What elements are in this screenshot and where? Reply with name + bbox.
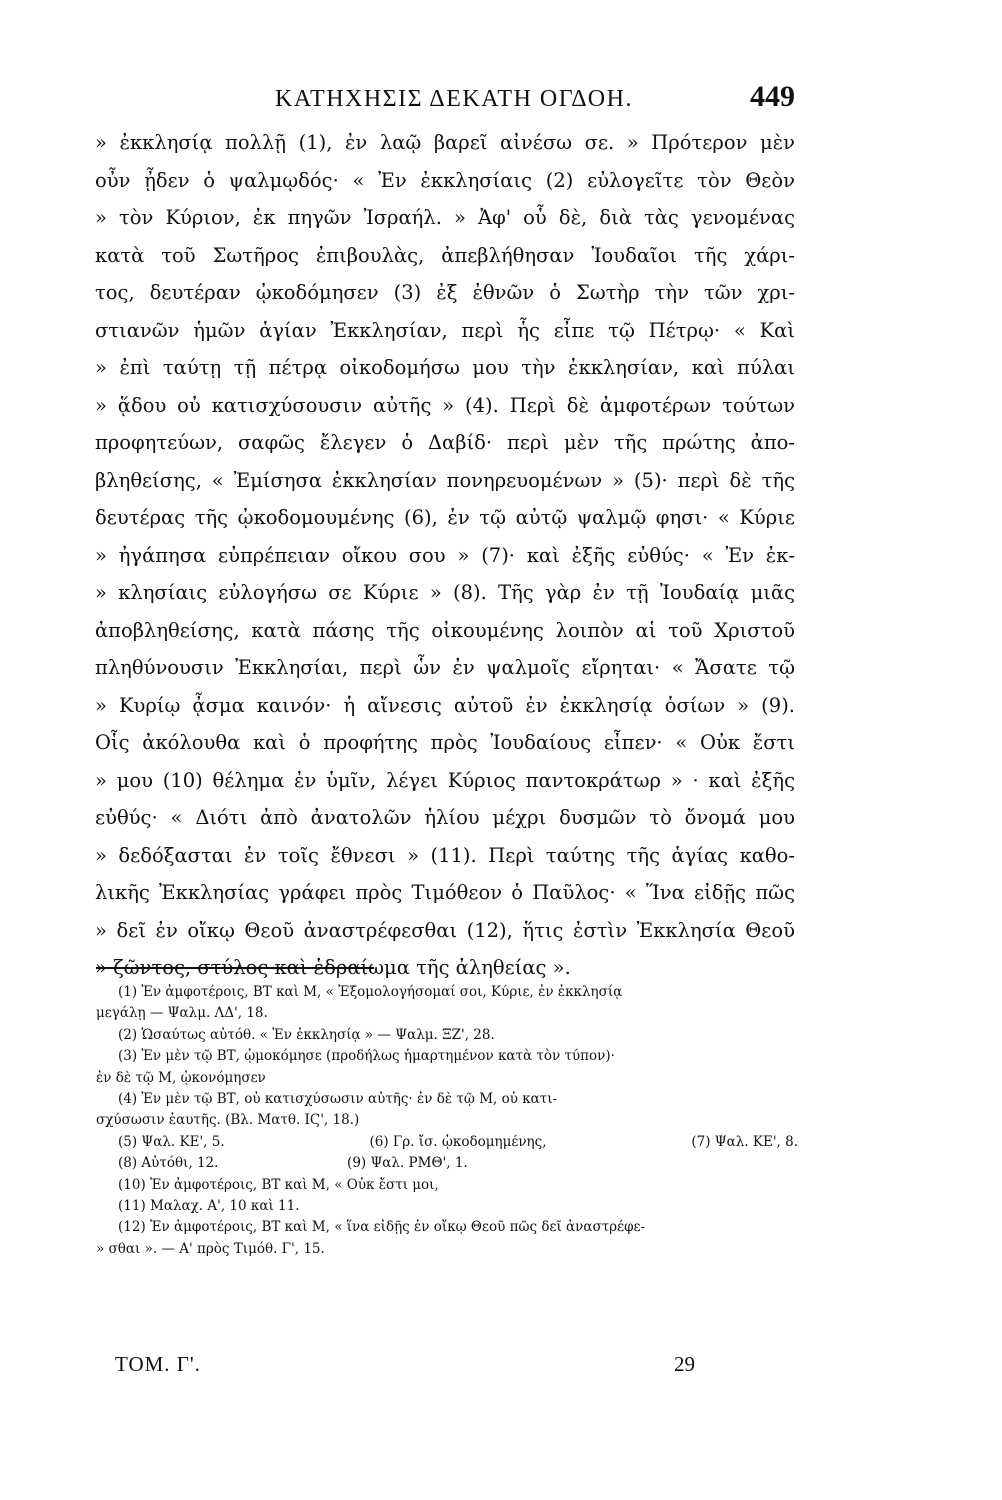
text-line: πληθύνουσιν Ἐκκλησίαι, περὶ ὧν ἐν ψαλμοῖς εἴρηται· « Ἄσατε τῷ	[95, 656, 795, 679]
footnote: (3) Ἐν μὲν τῷ ΒΤ, ᾠμοκόμησε (προδήλως ἡμαρτημένον κατὰ τὸν τύπον)·	[118, 1048, 615, 1065]
text-line: » τὸν Κύριον, ἐκ πηγῶν Ἰσραήλ. » Ἀφ' οὗ δὲ, διὰ τὰς γενομένας	[95, 206, 795, 229]
text-line: τος, δευτέραν ᾠκοδόμησεν (3) ἐξ ἐθνῶν ὁ Σωτὴρ τὴν τῶν χρι-	[95, 281, 795, 304]
text-line: » δεδόξασται ἐν τοῖς ἔθνεσι » (11). Περὶ ταύτης τῆς ἁγίας καθο-	[95, 843, 795, 867]
sheet-number: 29	[674, 1352, 695, 1376]
footnote: (12) Ἐν ἀμφοτέροις, ΒΤ καὶ Μ, « ἵνα εἰδῇς ἐν οἴκῳ Θεοῦ πῶς δεῖ ἀναστρέφε-	[118, 1219, 646, 1236]
text-line: » ᾅδου οὐ κατισχύσουσιν αὐτῆς » (4). Περὶ δὲ ἀμφοτέρων τούτων	[95, 393, 795, 417]
page-footer	[115, 1352, 695, 1382]
text-line: δευτέρας τῆς ᾠκοδομουμένης (6), ἐν τῷ αὐτῷ ψαλμῷ φησι· « Κύριε	[95, 506, 795, 529]
page-header	[95, 78, 795, 118]
running-title: ΚΑΤΗΧΗΣΙΣ ΔΕΚΑΤΗ ΟΓΔΟΗ.	[275, 86, 633, 112]
text-line: εὐθύς· « Διότι ἀπὸ ἀνατολῶν ἡλίου μέχρι δυσμῶν τὸ ὄνομά μου	[95, 806, 795, 829]
text-line: κατὰ τοῦ Σωτῆρος ἐπιβουλὰς, ἀπεβλήθησαν Ἰουδαῖοι τῆς χάρι-	[95, 243, 795, 267]
page-number: 449	[750, 80, 795, 113]
footnote: (5) Ψαλ. ΚΕ', 5.	[118, 1133, 225, 1150]
text-line: στιανῶν ἡμῶν ἁγίαν Ἐκκλησίαν, περὶ ἧς εἶπε τῷ Πέτρῳ· « Καὶ	[95, 318, 795, 342]
text-line: » ζῶντος, στύλος καὶ ἑδραίωμα τῆς ἀληθείας ».	[95, 956, 571, 979]
text-line: » δεῖ ἐν οἴκῳ Θεοῦ ἀναστρέφεσθαι (12), ἥτις ἐστὶν Ἐκκλησία Θεοῦ	[95, 918, 795, 942]
text-line: » ἐπὶ ταύτῃ τῇ πέτρᾳ οἰκοδομήσω μου τὴν ἐκκλησίαν, καὶ πύλαι	[95, 356, 795, 379]
footnote-row	[96, 1132, 798, 1153]
text-line: Οἷς ἀκόλουθα καὶ ὁ προφήτης πρὸς Ἰουδαίους εἶπεν· « Οὐκ ἔστι	[95, 731, 795, 754]
footnote: (1) Ἐν ἀμφοτέροις, ΒΤ καὶ Μ, « Ἐξομολογήσομαί σοι, Κύριε, ἐν ἐκκλησίᾳ	[118, 984, 623, 1000]
text-line: » ἐκκλησίᾳ πολλῇ (1), ἐν λαῷ βαρεῖ αἰνέσω σε. » Πρότερον μὲν	[95, 131, 795, 154]
footnote: (4) Ἐν μὲν τῷ ΒΤ, οὐ κατισχύσωσιν αὐτῆς· ἐν δὲ τῷ Μ, οὐ κατι-	[118, 1090, 558, 1107]
volume-signature: ΤΟΜ. Γ'.	[115, 1352, 201, 1376]
footnote-continuation: μεγάλῃ — Ψαλμ. ΛΔ', 18.	[96, 1005, 268, 1022]
footnote: (7) Ψαλ. ΚΕ', 8.	[691, 1133, 798, 1150]
main-text	[95, 124, 795, 987]
text-line: βληθείσης, « Ἐμίσησα ἐκκλησίαν πονηρευομένων » (5)· περὶ δὲ τῆς	[95, 468, 795, 492]
text-line: » κλησίαις εὐλογήσω σε Κύριε » (8). Τῆς γὰρ ἐν τῇ Ἰουδαίᾳ μιᾶς	[95, 581, 795, 604]
footnote-row	[96, 1153, 798, 1174]
footnote: (8) Αὐτόθι, 12.	[118, 1155, 219, 1172]
footnote-divider	[96, 967, 374, 969]
footnote: (2) Ὡσαύτως αὐτόθ. « Ἐν ἐκκλησίᾳ » — Ψαλμ. ΞΖ', 28.	[118, 1026, 495, 1043]
footnote-continuation: σχύσωσιν ἑαυτῆς. (Βλ. Ματθ. ΙϚ', 18.)	[96, 1112, 360, 1129]
text-line: ἀποβληθείσης, κατὰ πάσης τῆς οἰκουμένης λοιπὸν αἱ τοῦ Χριστοῦ	[95, 618, 795, 642]
text-line: » μου (10) θέλημα ἐν ὑμῖν, λέγει Κύριος παντοκράτωρ » · καὶ ἐξῆς	[95, 768, 795, 792]
footnotes	[96, 982, 798, 1260]
text-line: οὖν ᾖδεν ὁ ψαλμῳδός· « Ἐν ἐκκλησίαις (2) εὐλογεῖτε τὸν Θεὸν	[95, 168, 795, 192]
text-line: προφητεύων, σαφῶς ἔλεγεν ὁ Δαβίδ· περὶ μὲν τῆς πρώτης ἀπο-	[95, 431, 795, 454]
text-line: » Κυρίῳ ᾆσμα καινόν· ἡ αἴνεσις αὐτοῦ ἐν ἐκκλησίᾳ ὁσίων » (9).	[95, 693, 795, 717]
text-line: » ἠγάπησα εὐπρέπειαν οἴκου σου » (7)· καὶ ἐξῆς εὐθύς· « Ἐν ἐκ-	[95, 543, 795, 567]
footnote: (11) Μαλαχ. Α', 10 καὶ 11.	[118, 1197, 300, 1214]
footnote: (10) Ἐν ἀμφοτέροις, ΒΤ καὶ Μ, « Οὐκ ἔστι μοι,	[118, 1176, 439, 1193]
footnote-continuation: » σθαι ». — Α' πρὸς Τιμόθ. Γ', 15.	[96, 1240, 325, 1257]
footnote-continuation: ἐν δὲ τῷ Μ, ᾠκονόμησεν	[96, 1069, 266, 1086]
footnote: (9) Ψαλ. ΡΜΘ', 1.	[347, 1155, 468, 1172]
footnote: (6) Γρ. ἴσ. ᾠκοδομημένης,	[369, 1133, 547, 1150]
text-line: λικῆς Ἐκκλησίας γράφει πρὸς Τιμόθεον ὁ Παῦλος· « Ἵνα εἰδῇς πῶς	[95, 881, 795, 904]
